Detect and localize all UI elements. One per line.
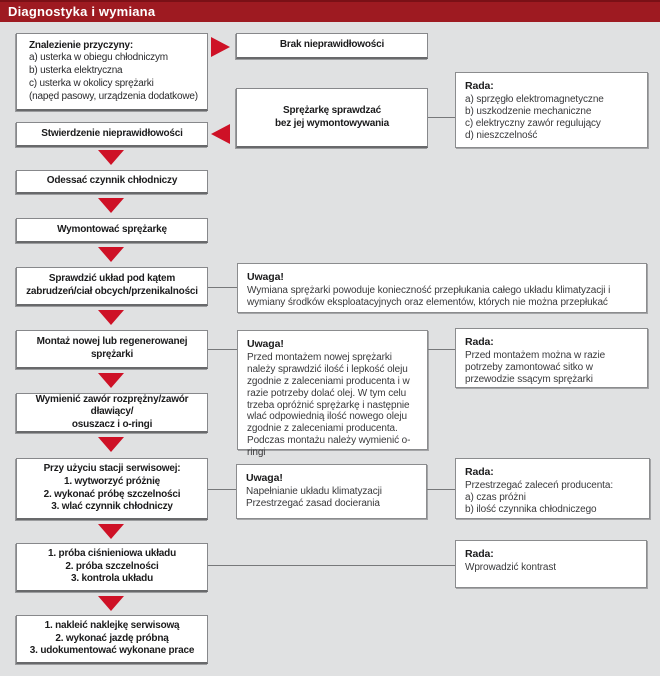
arrow-right-icon <box>211 37 230 57</box>
note-line: a) czas próżni <box>465 492 526 504</box>
page-title: Diagnostyka i wymiana <box>8 4 156 19</box>
note-body: Wprowadzić kontrast <box>465 562 556 574</box>
flow-box-install-compressor <box>16 330 208 369</box>
flow-box-line: sprężarki <box>90 349 134 360</box>
arrow-down-icon <box>98 373 124 388</box>
note-body: Wymiana sprężarki powoduje konieczność przepłukania całego układu klimatyzacji i wymiany środków eksploatacyjnych oraz elementów, których nie można przepłukać <box>247 285 611 309</box>
flow-box-line: 3. kontrola układu <box>71 573 153 585</box>
note-line: Napełnianie układu klimatyzacji <box>246 486 382 498</box>
note-box-uwaga-oil <box>237 330 428 458</box>
arrow-down-icon <box>98 596 124 611</box>
connector-line <box>208 489 236 490</box>
flow-box-line: Wymontować sprężarkę <box>57 223 167 235</box>
flow-box-line: 3. udokumentować wykonane prace <box>29 645 195 657</box>
connector-line <box>208 287 237 288</box>
connector-line <box>208 565 455 566</box>
flow-box-fault-found <box>16 122 208 147</box>
arrow-down-icon <box>98 437 124 452</box>
note-line: a) sprzęgło elektromagnetyczne <box>465 94 604 106</box>
flow-box-line: 3. wlać czynnik chłodniczy <box>51 501 173 513</box>
note-box-uwaga-flush <box>237 263 647 313</box>
flow-box-line: zabrudzeń/ciał obcych/przenikalności <box>26 286 198 297</box>
flow-box-line: Stwierdzenie nieprawidłowości <box>41 127 183 139</box>
arrow-down-icon <box>98 247 124 262</box>
note-line: b) ilość czynnika chłodniczego <box>465 503 597 515</box>
note-title: Uwaga! <box>246 472 283 484</box>
flow-box-line: bez jej wymontowywania <box>275 117 389 129</box>
arrow-down-icon <box>98 198 124 213</box>
flow-box-line: Brak nieprawidłowości <box>279 39 385 51</box>
note-title: Uwaga! <box>247 338 284 350</box>
note-title: Rada: <box>465 466 494 478</box>
arrow-down-icon <box>98 310 124 325</box>
note-line: Przestrzegać zaleceń producenta: <box>465 480 613 492</box>
note-box-rada-sieve <box>455 328 648 388</box>
arrow-down-icon <box>98 524 124 539</box>
flow-box-line: Odessać czynnik chłodniczy <box>46 175 178 187</box>
flow-box-title: Znalezienie przyczyny: <box>29 39 133 51</box>
note-title: Rada: <box>465 336 494 348</box>
flow-box-line: 1. wytworzyć próżnię <box>63 475 161 487</box>
note-body: Przed montażem nowej sprężarki należy sprawdzić ilość i lepkość oleju zgodnie z zaleceniami producenta i w razie potrzeby dolać olej. W tym celu trzeba opróżnić sprężarkę i następnie wlać odpowiednią ilość nowego oleju zgodnie z zaleceniami producenta. Podczas montażu należy wymienić o-ringi <box>247 352 411 458</box>
note-box-rada-producer <box>455 458 650 519</box>
flow-box-line: 1. nakleić naklejkę serwisową <box>44 620 180 632</box>
flow-box-find-cause <box>16 33 208 111</box>
flow-box-line: a) usterka w obiegu chłodniczym <box>29 52 168 64</box>
flow-box-line: b) usterka elektryczna <box>29 65 123 76</box>
flow-box-no-fault <box>236 33 428 59</box>
note-box-rada-contrast <box>455 540 647 588</box>
flow-box-tests <box>16 543 208 592</box>
flow-box-final-steps <box>16 615 208 664</box>
arrow-down-icon <box>98 150 124 165</box>
connector-line <box>428 117 455 118</box>
connector-line <box>428 349 455 350</box>
flow-box-line: (napęd pasowy, urządzenia dodatkowe) <box>29 90 198 102</box>
header-bar <box>0 0 660 22</box>
flow-box-replace-valve <box>16 393 208 433</box>
flow-box-line: 2. wykonać próbę szczelności <box>43 488 181 500</box>
flow-box-line: Sprawdzić układ pod kątem <box>48 273 176 285</box>
note-line: Przestrzegać zasad docierania <box>246 498 380 510</box>
flow-box-check-without-removal <box>236 88 428 148</box>
flow-box-line: 2. wykonać jazdę próbną <box>55 632 169 644</box>
note-title: Uwaga! <box>247 271 284 283</box>
note-body: Przed montażem można w razie potrzeby zamontować sitko w przewodzie ssącym sprężarki <box>465 350 606 385</box>
flow-box-service-station <box>16 458 208 520</box>
flow-box-remove-compressor <box>16 218 208 243</box>
flow-box-line: osuszacz i o-ringi <box>71 418 153 430</box>
flow-box-line: Montaż nowej lub regenerowanej <box>36 336 188 348</box>
flow-box-line: c) usterka w okolicy sprężarki <box>29 77 154 89</box>
note-box-uwaga-fill <box>236 464 427 519</box>
note-line: c) elektryczny zawór regulujący <box>465 117 601 129</box>
note-box-rada-checks <box>455 72 648 148</box>
flow-box-evacuate-refrigerant <box>16 170 208 194</box>
flow-box-line: Sprężarkę sprawdzać <box>283 104 381 116</box>
arrow-left-icon <box>211 124 230 144</box>
flow-box-line: 1. próba ciśnieniowa układu <box>48 548 176 560</box>
flow-box-line: Przy użyciu stacji serwisowej: <box>43 463 181 475</box>
flow-box-inspect-system <box>16 267 208 306</box>
connector-line <box>427 489 455 490</box>
note-line: b) uszkodzenie mechaniczne <box>465 106 592 118</box>
connector-line <box>208 349 237 350</box>
flow-box-line: 2. próba szczelności <box>65 560 159 572</box>
note-title: Rada: <box>465 548 494 560</box>
note-line: d) nieszczelność <box>465 129 538 141</box>
flow-box-line: Wymienić zawór rozprężny/zawór dławiący/ <box>35 393 189 418</box>
note-title: Rada: <box>465 80 494 92</box>
